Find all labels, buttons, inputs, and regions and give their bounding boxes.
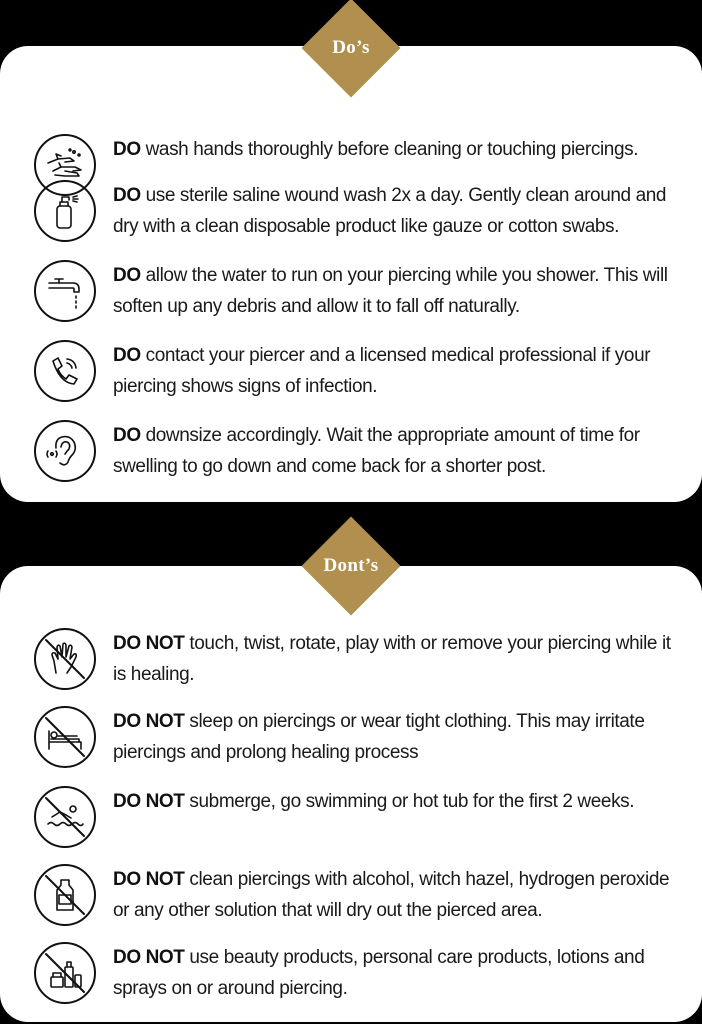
- item-text: DO NOT sleep on piercings or wear tight clothing. This may irritate piercings and prolong healing process: [113, 711, 645, 763]
- no-swimming-icon: [34, 786, 96, 848]
- list-item: [34, 942, 674, 1004]
- section-title: Dont’s: [323, 555, 379, 576]
- list-item: [34, 340, 674, 402]
- ear-icon: [34, 420, 96, 482]
- list-item: [34, 864, 674, 926]
- section-title: Do’s: [332, 37, 370, 58]
- item-text: DO wash hands thoroughly before cleaning or touching piercings.: [113, 139, 639, 160]
- item-text: DO NOT use beauty products, personal care products, lotions and sprays on or around piercing.: [113, 947, 645, 999]
- phone-call-icon: [34, 340, 96, 402]
- item-text: DO NOT clean piercings with alcohol, witch hazel, hydrogen peroxide or any other solution that will dry out the pierced area.: [113, 869, 670, 921]
- dos-card: [0, 46, 702, 502]
- list-item: [34, 628, 674, 690]
- item-text: DO allow the water to run on your piercing while you shower. This will soften up any debris and allow it to fall off naturally.: [113, 265, 668, 317]
- item-text: DO contact your piercer and a licensed medical professional if your piercing shows signs of infection.: [113, 345, 651, 397]
- item-text: DO NOT touch, twist, rotate, play with or remove your piercing while it is healing.: [113, 633, 671, 685]
- no-alcohol-bottle-icon: [34, 864, 96, 926]
- item-text: DO use sterile saline wound wash 2x a day. Gently clean around and dry with a clean disposable product like gauze or cotton swabs.: [113, 185, 667, 237]
- shower-faucet-icon: [34, 260, 96, 322]
- list-item: [34, 180, 674, 242]
- item-text: DO downsize accordingly. Wait the appropriate amount of time for swelling to go down and come back for a shorter post.: [113, 425, 640, 477]
- list-item: [34, 786, 674, 848]
- no-touching-hand-icon: [34, 628, 96, 690]
- dos-badge: [301, 0, 401, 98]
- item-text: DO NOT submerge, go swimming or hot tub for the first 2 weeks.: [113, 791, 635, 812]
- no-sleeping-bed-icon: [34, 706, 96, 768]
- donts-badge: [301, 516, 401, 616]
- spray-bottle-icon: [34, 180, 96, 242]
- list-item: [34, 706, 674, 768]
- list-item: [34, 420, 674, 482]
- no-beauty-products-icon: [34, 942, 96, 1004]
- donts-card: [0, 566, 702, 1022]
- list-item: [34, 260, 674, 322]
